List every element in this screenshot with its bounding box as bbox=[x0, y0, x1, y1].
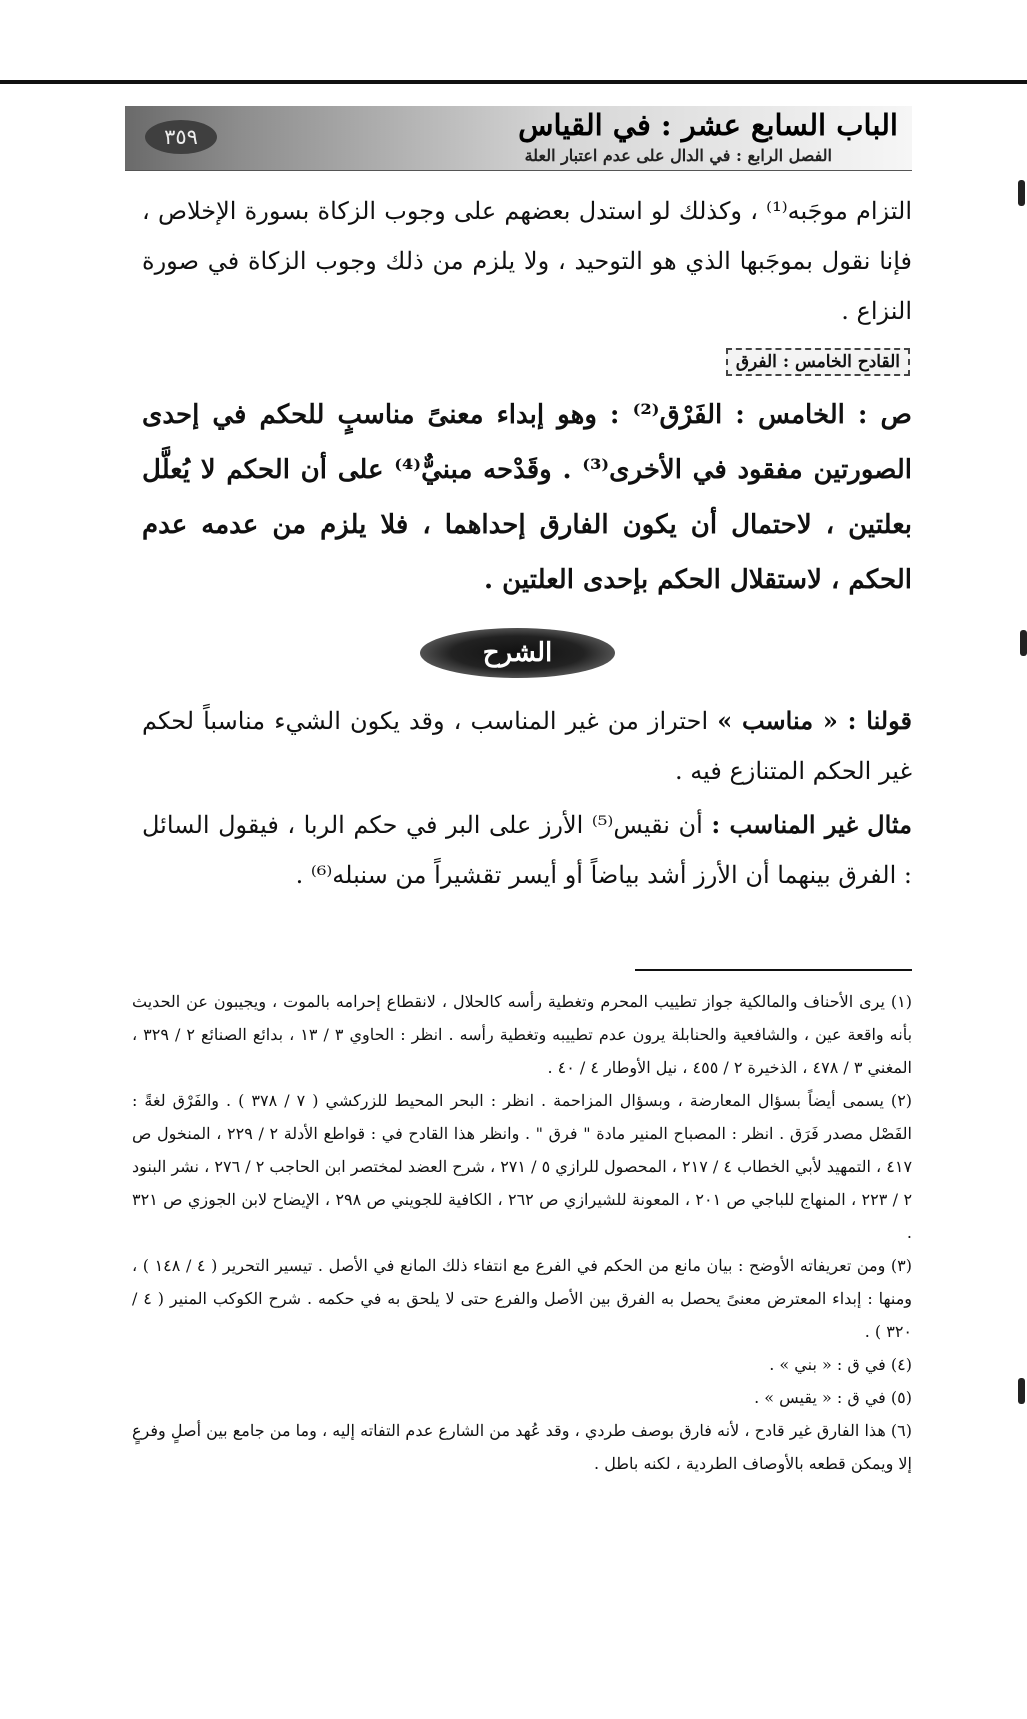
para3-text: أن نقيس⁽⁵⁾ الأرز على البر في حكم الربا ، فيقول السائل : الفرق بينهما أن الأرز أشد بياضاً أو أيسر تقشيراً من سنبله⁽⁶⁾ . bbox=[142, 811, 912, 889]
chapter-title: الباب السابع عشر : في القياس bbox=[518, 108, 898, 142]
sharh-title: الشرح bbox=[482, 638, 553, 668]
footnote-2: (٢) يسمى أيضاً بسؤال المعارضة ، وبسؤال المزاحمة . انظر : البحر المحيط للزركشي ( ٧ / ٣٧٨ ) . والفَرْق لغةً : الفَصْل مصدر فَرَق . انظر : المصباح المنير مادة " فرق " . وانظر هذا القادح في : قواطع الأدلة ٢ / ٢٢٩ ، المنخول ص ٤١٧ ، التمهيد لأبي الخطاب ٤ / ٢١٧ ، المحصول للرازي ٥ / ٢٧١ ، شرح العضد لمختصر ابن الحاجب ٢ / ٢٧٦ ، نشر البنود ٢ / ٢٢٣ ، المنهاج للباجي ص ٢٠١ ، المعونة للشيرازي ص ٢٦٢ ، الكافية للجويني ص ٢٩٨ ، الإيضاح لابن الجوزي ص ٣٢١ . bbox=[132, 1091, 913, 1242]
footnote-6: (٦) هذا الفارق غير قادح ، لأنه فارق بوصف طردي ، وقد عُهد من الشارع عدم التفاته إليه ، وما من جامع بين أصلٍ وفرعٍ إلا ويمكن قطعه بالأوصاف الطردية ، لكنه باطل . bbox=[132, 1421, 912, 1473]
footnote-separator bbox=[635, 969, 912, 971]
footnote-1: (١) يرى الأحناف والمالكية جواز تطييب المحرم وتغطية رأسه كالحلال ، لانقطاع إحرامه بالموت ، ويجيبون عن الحديث بأنه واقعة عين ، والشافعية والحنابلة يرون عدم تطييبه وتغطية رأسه . انظر : الحاوي ٣ / ١٣ ، بدائع الصنائع ٢ / ٣٢٩ ، المغني ٣ / ٤٧٨ ، الذخيرة ٢ / ٤٥٥ ، نيل الأوطار ٤ / ٤٠ . bbox=[132, 992, 913, 1077]
body-paragraph-2 bbox=[142, 696, 912, 796]
para2-lead: قولنا : « مناسب » bbox=[717, 706, 912, 735]
margin-mark bbox=[1018, 180, 1025, 206]
section-box-label: القادح الخامس : الفرق bbox=[726, 348, 910, 376]
para2-text: احتراز من غير المناسب ، وقد يكون الشيء مناسباً لحكم غير الحكم المتنازع فيه . bbox=[142, 707, 912, 785]
footnote-5: (٥) في ق : « يقيس » . bbox=[754, 1388, 912, 1407]
margin-mark bbox=[1020, 630, 1027, 656]
page-number: ٣٥٩ bbox=[145, 120, 217, 154]
top-rule bbox=[0, 80, 1027, 84]
margin-mark bbox=[1018, 1378, 1025, 1404]
para3-lead: مثال غير المناسب : bbox=[711, 810, 912, 839]
footnotes bbox=[132, 985, 912, 1480]
sharh-banner bbox=[420, 628, 615, 678]
matn-paragraph: ص : الخامس : الفَرْق⁽²⁾ : وهو إبداء معنىً مناسبٍ للحكم في إحدى الصورتين مفقود في الأخرى⁽³⁾ . وقَدْحه مبنيٌّ⁽⁴⁾ على أن الحكم لا يُعلَّل بعلتين ، لاحتمال أن يكون الفارق إحداهما ، فلا يلزم من عدمه عدم الحكم ، لاستقلال الحكم بإحدى العلتين . bbox=[142, 400, 912, 595]
section-title: الفصل الرابع : في الدال على عدم اعتبار العلة bbox=[524, 146, 832, 165]
footnote-4: (٤) في ق : « بني » . bbox=[769, 1355, 912, 1374]
running-header bbox=[125, 106, 912, 171]
body-paragraph-3 bbox=[142, 800, 912, 900]
body-paragraph-1: التزام موجَبه⁽¹⁾ ، وكذلك لو استدل بعضهم على وجوب الزكاة بسورة الإخلاص ، فإنا نقول بموجَبها الذي هو التوحيد ، ولا يلزم من ذلك وجوب الزكاة في صورة النزاع . bbox=[142, 197, 912, 325]
footnote-3: (٣) ومن تعريفاته الأوضح : بيان مانع من الحكم في الفرع مع انتفاء ذلك المانع في الأصل . تيسير التحرير ( ٤ / ١٤٨ ) ، ومنها : إبداء المعترض معنىً يحصل به الفرق بين الأصل والفرع حتى لا يلحق به في حكمه . شرح الكوكب المنير ( ٤ / ٣٢٠ ) . bbox=[132, 1256, 912, 1341]
